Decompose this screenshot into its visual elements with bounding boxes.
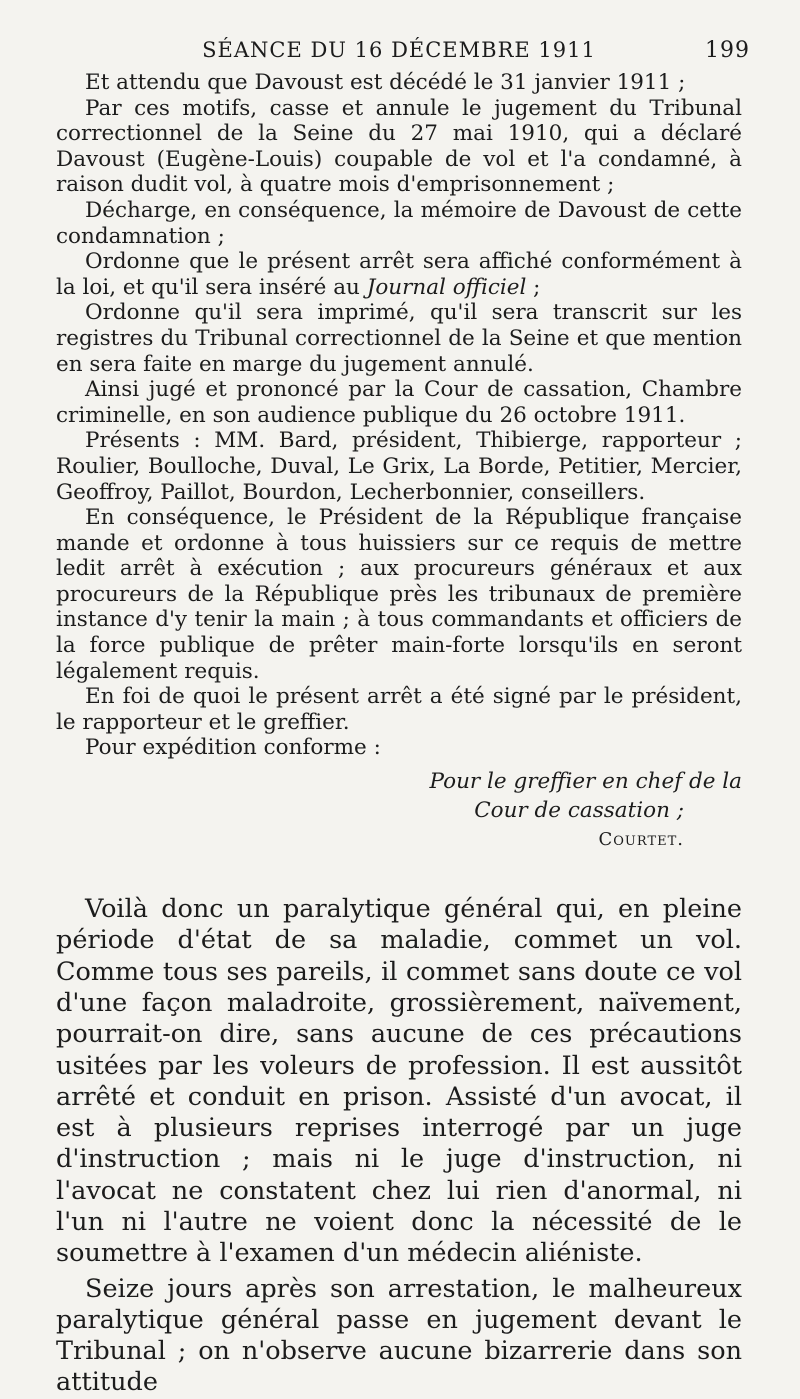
commentary (56, 894, 742, 1399)
decision-paragraph: Pour expédition conforme : (85, 735, 381, 761)
decision-paragraph: En conséquence, le Président de la République française mande et ordonne à tous huissiers sur ce requis de mettre ledit arrêt à exécution ; aux procureurs généraux et aux procureurs de la République près les tribunaux de première instance d'y tenir la main ; à tous commandants et officiers de la force publique de prêter main-forte lorsqu'ils en seront légalement requis. (56, 505, 742, 684)
commentary-paragraph: Voilà donc un paralytique général qui, en pleine période d'état de sa maladie, commet un vol. Comme tous ses pareils, il commet sans doute ce vol d'une façon maladroite, grossièrement, naïvement, pourrait-on dire, sans aucune de ces précautions usitées par les voleurs de profession. Il est aussitôt arrêté et conduit en prison. Assisté d'un avocat, il est à plusieurs reprises interrogé par un juge d'instruction ; mais ni le juge d'instruction, ni l'avocat ne constatent chez lui rien d'anormal, ni l'un ni l'autre ne voient donc la nécessité de le soumettre à l'examen d'un médecin aliéniste. (56, 894, 742, 1269)
decision-paragraph: Ainsi jugé et prononcé par la Cour de cassation, Chambre criminelle, en son audience publique du 26 octobre 1911. (56, 377, 742, 428)
decision-paragraph: Par ces motifs, casse et annule le jugement du Tribunal correctionnel de la Seine du 27 mai 1910, qui a déclaré Davoust (Eugène-Louis) coupable de vol et l'a condamné, à raison dudit vol, à quatre mois d'emprisonnement ; (56, 95, 742, 198)
decision-paragraph: Ordonne que le présent arrêt sera affiché conformément à la loi, et qu'il sera inséré au Journal officiel ; (56, 249, 742, 300)
court-decision (56, 70, 742, 761)
decision-paragraph: Présents : MM. Bard, président, Thibierge, rapporteur ; Roulier, Boulloche, Duval, Le Grix, La Borde, Petitier, Mercier, Geoffroy, Paillot, Bourdon, Lecherbonnier, conseillers. (56, 428, 742, 505)
running-header (56, 38, 750, 70)
commentary-paragraph: Seize jours après son arrestation, le malheureux paralytique général passe en jugement devant le Tribunal ; on n'observe aucune bizarrerie dans son attitude (56, 1273, 742, 1398)
decision-paragraph: Décharge, en conséquence, la mémoire de Davoust de cette condamnation ; (56, 197, 742, 249)
signature-line: Pour le greffier en chef de la (429, 769, 742, 795)
decision-paragraph: En foi de quoi le présent arrêt a été signé par le président, le rapporteur et le greffier. (56, 684, 742, 735)
signature-block (56, 767, 742, 854)
decision-paragraph: Ordonne qu'il sera imprimé, qu'il sera transcrit sur les registres du Tribunal correctionnel de la Seine et que mention en sera faite en marge du jugement annulé. (56, 300, 742, 377)
decision-paragraph: Et attendu que Davoust est décédé le 31 janvier 1911 ; (85, 70, 686, 95)
signature-line: Cour de cassation ; (474, 798, 684, 824)
journal-title: Journal officiel (366, 274, 527, 300)
running-title: SÉANCE DU 16 DÉCEMBRE 1911 (202, 38, 596, 62)
page-number: 199 (705, 38, 750, 63)
signatory-name: Courtet. (598, 829, 684, 851)
